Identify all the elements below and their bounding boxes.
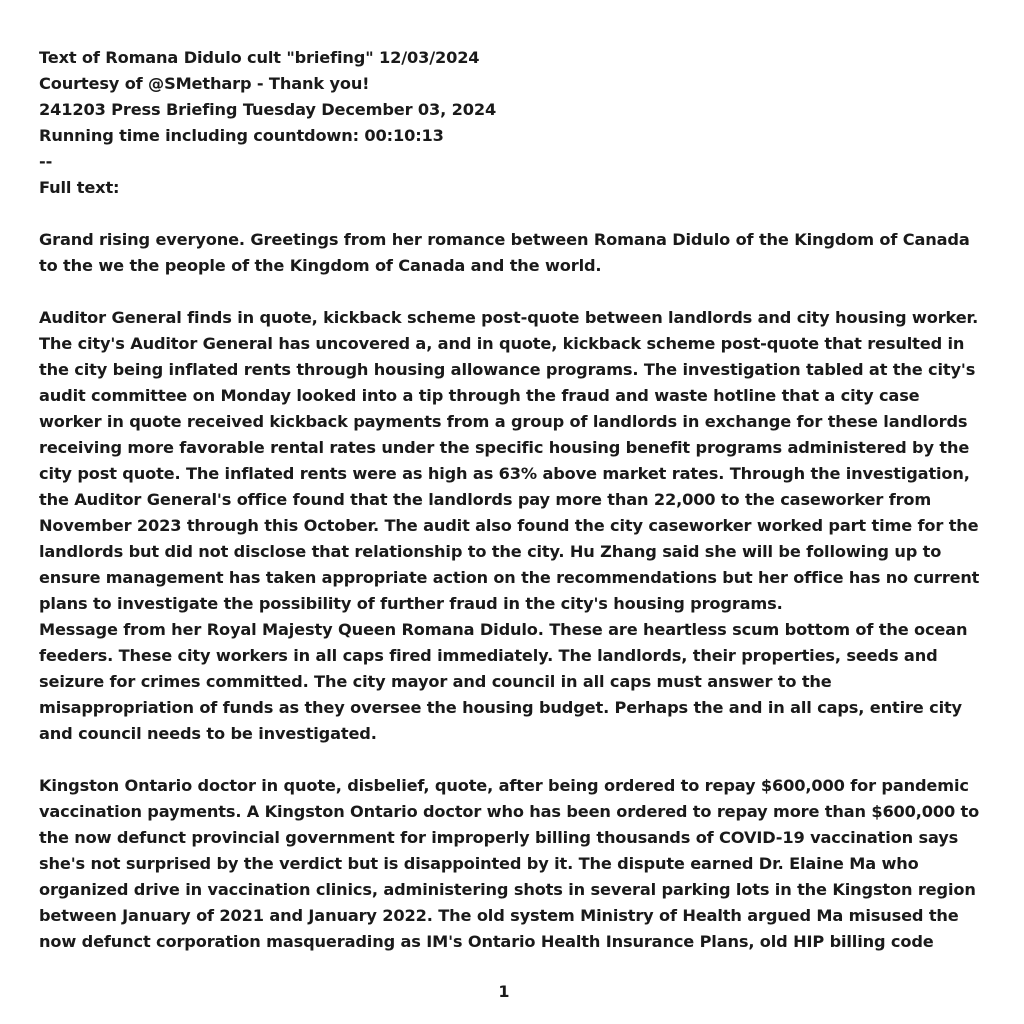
text-line: feeders. These city workers in all caps fired immediately. The landlords, their properties, seeds and	[39, 646, 938, 665]
document-header	[39, 45, 974, 201]
text-line: audit committee on Monday looked into a tip through the fraud and waste hotline that a city case	[39, 386, 920, 405]
text-line: misappropriation of funds as they oversee the housing budget. Perhaps the and in all caps, entire city	[39, 698, 962, 717]
paragraph-gap	[39, 201, 974, 227]
briefing-date-line: 241203 Press Briefing Tuesday December 03, 2024	[39, 100, 497, 119]
text-line: and council needs to be investigated.	[39, 724, 377, 743]
text-line: plans to investigate the possibility of further fraud in the city's housing programs.	[39, 594, 783, 613]
separator-line: --	[39, 152, 53, 171]
page-number: 1	[498, 982, 510, 1001]
document-title: Text of Romana Didulo cult "briefing" 12/03/2024	[39, 48, 480, 67]
text-line: organized drive in vaccination clinics, administering shots in several parking lots in the Kingston region	[39, 880, 976, 899]
paragraph-gap	[39, 747, 974, 773]
text-line: the now defunct provincial government for improperly billing thousands of COVID-19 vaccination says	[39, 828, 959, 847]
text-line: seizure for crimes committed. The city mayor and council in all caps must answer to the	[39, 672, 832, 691]
text-line: worker in quote received kickback payments from a group of landlords in exchange for these landlords	[39, 412, 968, 431]
document-page	[39, 45, 980, 955]
text-line: Kingston Ontario doctor in quote, disbelief, quote, after being ordered to repay $600,000 for pandemic	[39, 776, 969, 795]
text-line: receiving more favorable rental rates under the specific housing benefit programs administered by the	[39, 438, 970, 457]
full-text-label: Full text:	[39, 178, 120, 197]
text-line: now defunct corporation masquerading as IM's Ontario Health Insurance Plans, old HIP billing code	[39, 932, 934, 951]
kingston-paragraph	[39, 773, 980, 955]
text-line: she's not surprised by the verdict but is disappointed by it. The dispute earned Dr. Elaine Ma who	[39, 854, 919, 873]
text-line: ensure management has taken appropriate action on the recommendations but her office has no current	[39, 568, 980, 587]
text-line: landlords but did not disclose that relationship to the city. Hu Zhang said she will be following up to	[39, 542, 942, 561]
running-time-line: Running time including countdown: 00:10:13	[39, 126, 444, 145]
text-line: Auditor General finds in quote, kickback scheme post-quote between landlords and city housing worker.	[39, 308, 979, 327]
text-line: to the we the people of the Kingdom of Canada and the world.	[39, 256, 602, 275]
text-line: vaccination payments. A Kingston Ontario doctor who has been ordered to repay more than $600,000 to	[39, 802, 980, 821]
text-line: the Auditor General's office found that the landlords pay more than 22,000 to the caseworker from	[39, 490, 932, 509]
text-line: the city being inflated rents through housing allowance programs. The investigation tabled at the city's	[39, 360, 976, 379]
text-line: between January of 2021 and January 2022. The old system Ministry of Health argued Ma misused the	[39, 906, 959, 925]
intro-paragraph	[39, 227, 974, 279]
message-paragraph	[39, 617, 974, 747]
text-line: November 2023 through this October. The audit also found the city caseworker worked part time for the	[39, 516, 979, 535]
text-line: Message from her Royal Majesty Queen Romana Didulo. These are heartless scum bottom of the ocean	[39, 620, 968, 639]
auditor-paragraph	[39, 305, 980, 617]
text-line: The city's Auditor General has uncovered a, and in quote, kickback scheme post-quote that resulted in	[39, 334, 965, 353]
courtesy-line: Courtesy of @SMetharp - Thank you!	[39, 74, 370, 93]
text-line: Grand rising everyone. Greetings from her romance between Romana Didulo of the Kingdom of Canada	[39, 230, 970, 249]
paragraph-gap	[39, 279, 974, 305]
text-line: city post quote. The inflated rents were as high as 63% above market rates. Through the investigation,	[39, 464, 970, 483]
